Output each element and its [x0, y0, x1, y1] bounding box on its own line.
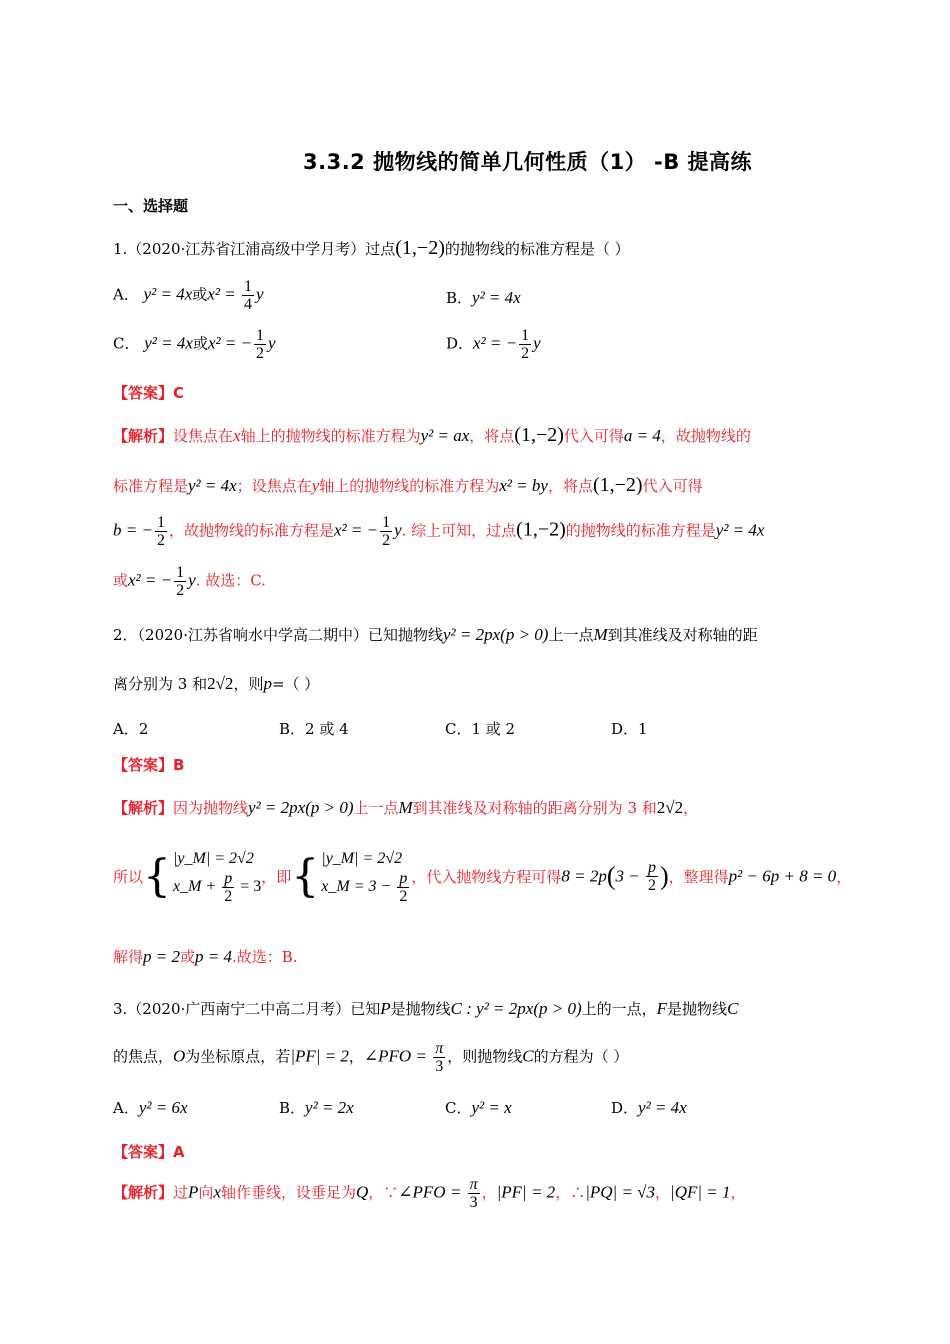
q2-stem-line2: 离分别为 3 和2√2，则p=（ ）: [113, 674, 320, 693]
q1-stem: 1.（2020·江苏省江浦高级中学月考）过点(1,−2)的抛物线的标准方程是（ ）: [113, 237, 630, 259]
q2-analysis-line1: 【解析】因为抛物线y² = 2px(p > 0)上一点M到其准线及对称轴的距离分别为 3 和2√2，: [113, 798, 699, 817]
q1-answer: 【答案】C: [113, 384, 185, 402]
q1-option-d[interactable]: D．x² = − $\frac{1}{2}$ y: [446, 327, 541, 362]
q2-answer: 【答案】B: [113, 756, 185, 774]
q2-stem-line1: 2．（2020·江苏省响水中学高二期中）已知抛物线y² = 2px(p > 0)上一点M到其准线及对称轴的距: [113, 625, 758, 644]
q2-option-b[interactable]: B．2 或 4: [279, 720, 349, 738]
q3-option-d[interactable]: D．y² = 4x: [611, 1098, 687, 1117]
q2-option-d[interactable]: D．1: [611, 720, 648, 738]
q3-stem-line1: 3.（2020·广西南宁二中高二月考）已知P是抛物线C : y² = 2px(p > 0)上的一点，F是抛物线C: [113, 999, 739, 1018]
q3-stem-line2: 的焦点，O为坐标原点，若|PF| = 2，∠PFO = $\frac{\pi}{3}$ ，则抛物线C的方程为（ ）: [113, 1040, 629, 1075]
q1-analysis-line2: 标准方程是y² = 4x；设焦点在y轴上的抛物线的标准方程为x² = by，将点(1,−2)代入可得: [113, 474, 703, 496]
q1-option-b[interactable]: B．y² = 4x: [446, 288, 521, 307]
q2-option-a[interactable]: A．2: [113, 720, 149, 738]
q1-analysis-line1: 【解析】设焦点在x轴上的抛物线的标准方程为y² = ax，将点(1,−2)代入可得a = 4，故抛物线的: [113, 424, 751, 446]
section-heading: 一、选择题: [113, 197, 189, 215]
q1-analysis-line3: b = − $\frac{1}{2}$ ，故抛物线的标准方程是x² = − $\frac{1}{2}$ y. 综上可知，过点(1,−2)的抛物线的标准方程是y² = 4x: [113, 514, 765, 549]
q2-analysis-line2: 所以{ |y_M| = 2√2 x_M + $\frac{p}{2}$ = 3 ，即{ |y_M| = 2√2 x_M = 3 − $\frac{p}{2}$ ，代入抛物线方程可得8 = 2p(3 − $\frac{p}{2}$ )，整理得p² − 6p + 8 = 0，: [113, 850, 852, 905]
q2-option-c[interactable]: C．1 或 2: [445, 720, 516, 738]
q2-analysis-line3: 解得p = 2或p = 4.故选：B.: [113, 947, 298, 966]
q3-option-b[interactable]: B．y² = 2x: [279, 1098, 354, 1117]
page-title: 3.3.2 抛物线的简单几何性质（1） -B 提高练: [303, 150, 753, 174]
q3-option-a[interactable]: A．y² = 6x: [113, 1098, 188, 1117]
q3-answer: 【答案】A: [113, 1143, 185, 1161]
q3-analysis-line1: 【解析】过P向x轴作垂线，设垂足为Q，∵∠PFO = $\frac{\pi}{3}$ ，|PF| = 2，∴|PQ| = √3，|QF| = 1，: [113, 1176, 746, 1211]
q1-analysis-line4: 或x² = − $\frac{1}{2}$ y. 故选：C.: [113, 564, 266, 599]
q1-option-c[interactable]: C． y² = 4x或x² = − $\frac{1}{2}$ y: [113, 327, 276, 362]
q3-option-c[interactable]: C．y² = x: [445, 1098, 512, 1117]
q1-option-a[interactable]: A． y² = 4x或x² = $\frac{1}{4}$ y: [113, 278, 264, 313]
